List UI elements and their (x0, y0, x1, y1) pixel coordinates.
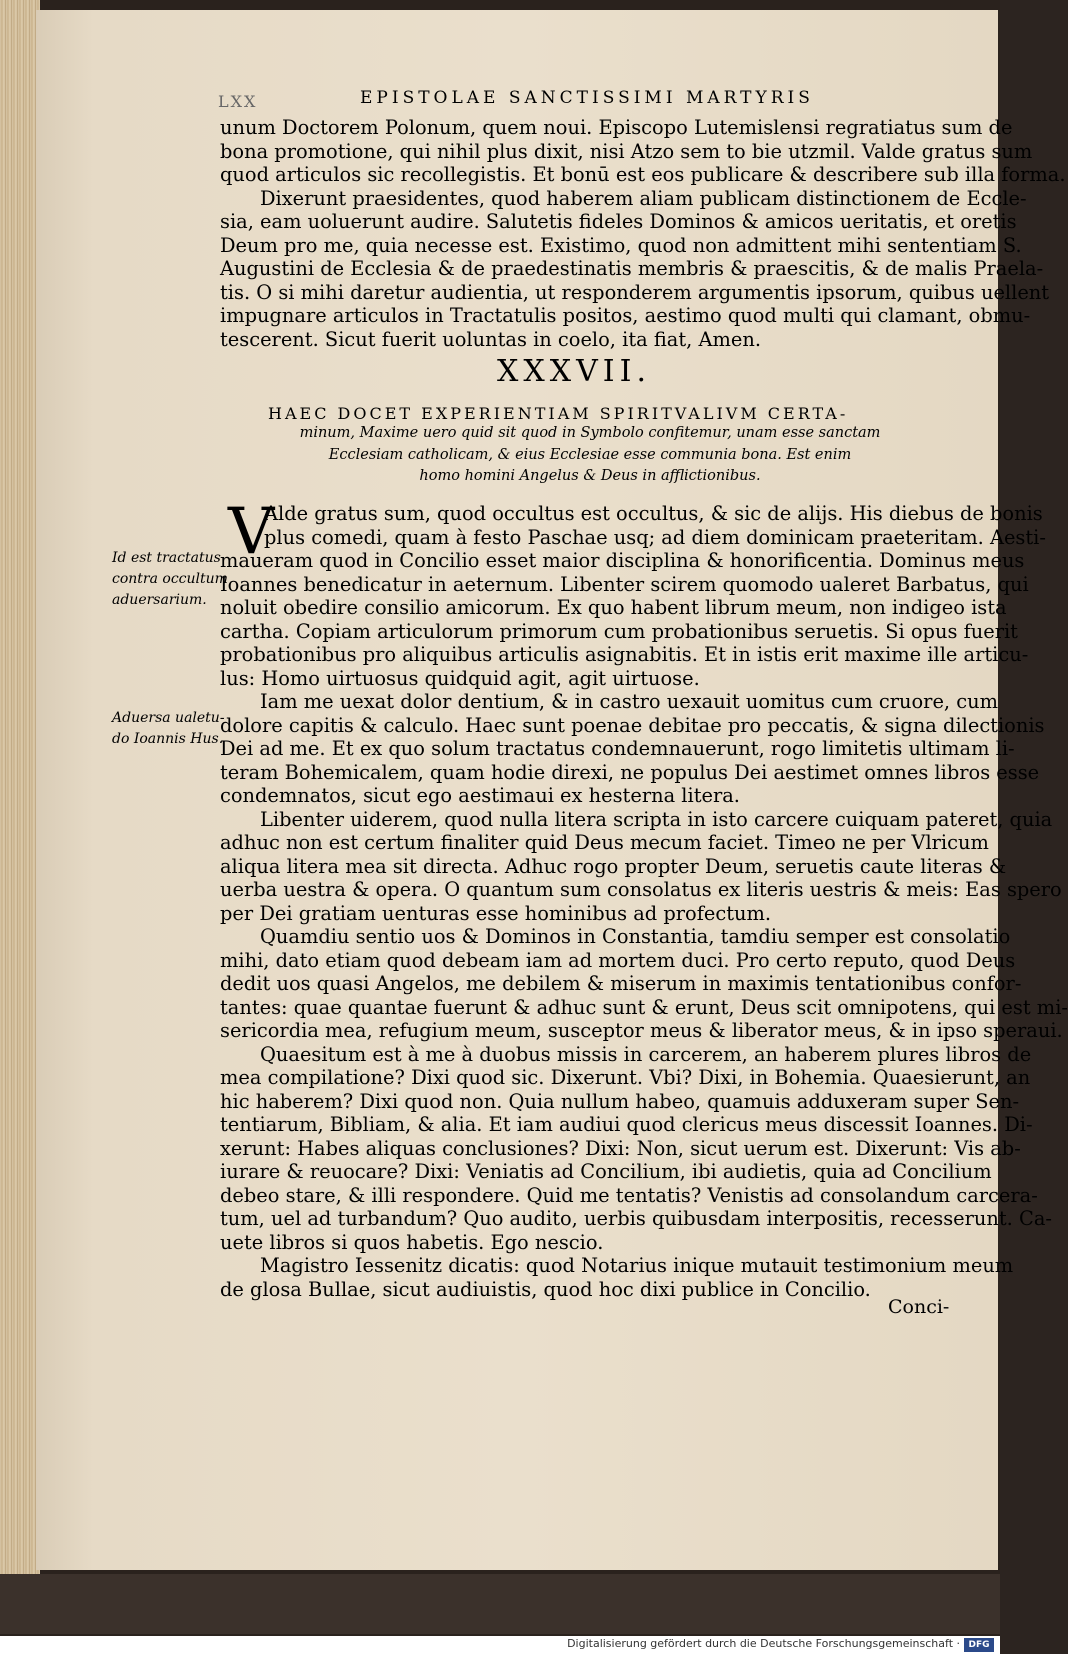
text-line: quod articulos sic recollegistis. Et bonū est eos publicare & describere sub illa forma. (220, 163, 1066, 186)
text-line: teram Bohemicalem, quam hodie direxi, ne populus Dei aestimet omnes libros esse (220, 760, 1040, 784)
text-line: de glosa Bullae, sicut audiuistis, quod hoc dixi publice in Concilio. (220, 1277, 871, 1301)
text-line: maueram quod in Concilio esset maior disciplina & honorificentia. Dominus meus (220, 549, 1025, 572)
text-line: Augustini de Ecclesia & de praedestinatis membris & praescitis, & de malis Praela- (220, 257, 1044, 280)
text-line: Deum pro me, quia necesse est. Existimo, quod non admittent mihi sententiam S. (220, 233, 1022, 257)
summary-italic-line: Ecclesiam catholicam, & eius Ecclesiae esse communia bona. Est enim (328, 446, 852, 463)
text-line: bona promotione, qui nihil plus dixit, nisi Atzo sem to bie utzmil. Valde gratus sum (220, 139, 1033, 163)
drop-cap: V (228, 495, 275, 569)
text-line: tis. O si mihi daretur audientia, ut responderem argumentis ipsorum, quibus uellent (220, 280, 1050, 304)
text-line: sia, eam uoluerunt audire. Salutetis fideles Dominos & amicos ueritatis, et oretis (220, 210, 1017, 233)
text-line: impugnare articulos in Tractatulis positos, aestimo quod multi qui clamant, obmu- (220, 304, 1031, 327)
text-line: unum Doctorem Polonum, quem noui. Episcopo Lutemislensi regratiatus sum de (220, 116, 1013, 139)
text-line: tum, uel ad turbandum? Quo audito, uerbis quibusdam interpositis, recesserunt. Ca- (220, 1207, 1052, 1230)
margin-note-line: contra occultum (112, 571, 228, 587)
top-paragraphs (220, 116, 1066, 351)
text-line: dolore capitis & calculo. Haec sunt poenae debitae pro peccatis, & signa dilectionis (220, 713, 1045, 737)
text-line: sericordia mea, refugium meum, susceptor meus & liberator meus, & in ipso speraui. (220, 1019, 1063, 1042)
margin-note (112, 708, 225, 750)
text-line: Ioannes benedicatur in aeternum. Libenter scirem quomodo ualeret Barbatus, qui (220, 572, 1029, 596)
text-line: tentiarum, Bibliam, & alia. Et iam audiui quod clericus meus discessit Ioannes. Di- (220, 1113, 1033, 1136)
folio-mark: LXX (218, 92, 258, 111)
text-line: plus comedi, quam à festo Paschae usq; ad diem dominicam praeteritam. Aesti- (264, 525, 1046, 549)
running-head: EPISTOLAE SANCTISSIMI MARTYRIS (360, 88, 814, 108)
text-line: condemnatos, sicut ego aestimaui ex hesterna litera. (220, 784, 740, 807)
text-line: Quaesitum est à me à duobus missis in carcerem, an haberem plures libros de (260, 1042, 1032, 1066)
text-line: Iam me uexat dolor dentium, & in castro uexauit uomitus cum cruore, cum (260, 690, 998, 713)
text-line: Dei ad me. Et ex quo solum tractatus condemnauerunt, rogo limitetis ultimam li- (220, 737, 1015, 760)
text-line: Alde gratus sum, quod occultus est occultus, & sic de alijs. His diebus de bonis (264, 502, 1043, 525)
text-line: uerba uestra & opera. O quantum sum consolatus ex literis uestris & meis: Eas spero (220, 878, 1062, 901)
text-line: noluit obedire consilio amicorum. Ex quo habent librum meum, non indigeo ista (220, 596, 1007, 619)
digitization-credit: Digitalisierung gefördert durch die Deutsche Forschungsgemeinschaft · (567, 1637, 960, 1650)
summary-italic-line: homo homini Angelus & Deus in afflictionibus. (419, 468, 761, 484)
chapter-summary (240, 404, 940, 488)
text-line: dedit uos quasi Angelos, me debilem & miserum in maximis tentationibus confor- (220, 972, 1022, 995)
text-line: tantes: quae quantae fuerunt & adhuc sunt & erunt, Deus scit omnipotens, qui est mi- (220, 995, 1068, 1019)
text-line: mihi, dato etiam quod debeam iam ad mortem duci. Pro certo reputo, quod Deus (220, 948, 1016, 972)
margin-note-line: Aduersa ualetu- (112, 710, 225, 726)
text-line: uete libros si quos habetis. Ego nescio. (220, 1230, 604, 1254)
text-line: adhuc non est certum finaliter quid Deus mecum faciet. Timeo ne per Vlricum (220, 831, 989, 854)
text-line: per Dei gratiam uenturas esse hominibus ad profectum. (220, 901, 772, 925)
text-line: debeo stare, & illi respondere. Quid me tentatis? Venistis ad consolandum carcera- (220, 1183, 1038, 1207)
margin-note-line: do Ioannis Hus. (112, 731, 224, 747)
text-line: aliqua litera mea sit directa. Adhuc rogo propter Deum, seruetis caute literas & (220, 854, 1007, 878)
dfg-logo: DFG (964, 1638, 994, 1652)
text-line: tescerent. Sicut fuerit uoluntas in coelo, ita fiat, Amen. (220, 327, 761, 351)
text-line: probationibus pro aliquibus articulis asignabitis. Et in istis erit maxime ille articu- (220, 643, 1029, 666)
summary-italic-line: minum, Maxime uero quid sit quod in Symbolo confitemur, unam esse sanctam (299, 425, 881, 441)
text-line: cartha. Copiam articulorum primorum cum probationibus seruetis. Si opus fuerit (220, 619, 1018, 643)
margin-note-line: aduersarium. (112, 592, 207, 608)
letter-body (220, 495, 1068, 1301)
page-edges (0, 0, 40, 1580)
text-line: Magistro Iessenitz dicatis: quod Notarius inique mutauit testimonium meum (260, 1254, 1014, 1277)
text-line: lus: Homo uirtuosus quidquid agit, agit uirtuose. (220, 666, 700, 690)
text-line: Libenter uiderem, quod nulla litera scripta in isto carcere cuiquam pateret, quia (260, 807, 1053, 831)
chapter-number: XXXVII. (497, 354, 651, 389)
text-line: xerunt: Habes aliquas conclusiones? Dixi: Non, sicut uerum est. Dixerunt: Vis ab- (220, 1136, 1021, 1160)
text-line: iurare & reuocare? Dixi: Veniatis ad Concilium, ibi audietis, quia ad Concilium (220, 1160, 992, 1183)
scan-bottom-margin (0, 1574, 1000, 1634)
catchword: Conci- (888, 1296, 950, 1318)
text-line: hic haberem? Dixi quod non. Quia nullum habeo, quamuis adduxeram super Sen- (220, 1089, 1020, 1113)
margin-note (112, 548, 228, 611)
summary-caps-line: HAEC DOCET EXPERIENTIAM SPIRITVALIVM CERTA- (268, 404, 849, 423)
text-line: Dixerunt praesidentes, quod haberem aliam publicam distinctionem de Eccle- (260, 186, 1027, 210)
text-line: mea compilatione? Dixi quod sic. Dixerunt. Vbi? Dixi, in Bohemia. Quaesierunt, an (220, 1066, 1031, 1089)
margin-note-line: Id est tractatus (112, 550, 221, 566)
text-line: Quamdiu sentio uos & Dominos in Constantia, tamdiu semper est consolatio (260, 925, 1011, 948)
